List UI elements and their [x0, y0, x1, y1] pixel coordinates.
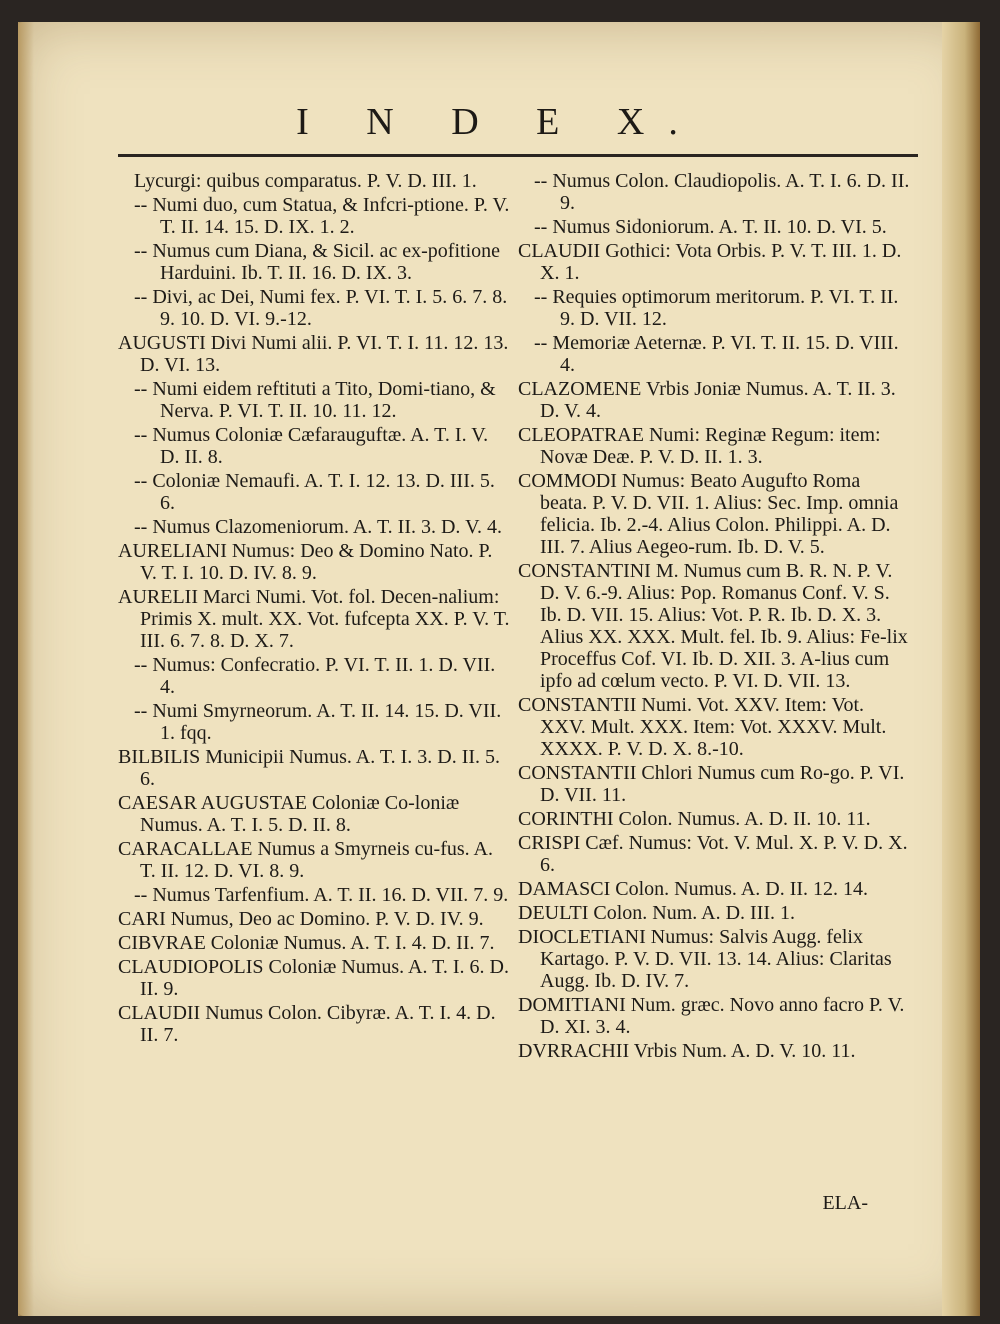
header-rule	[118, 154, 918, 157]
index-entry: AURELIANI Numus: Deo & Domino Nato. P. V. T. I. 10. D. IV. 8. 9.	[118, 540, 493, 584]
index-entry: CLAUDII Numus Colon. Cibyræ. A. T. I. 4. D. II. 7.	[118, 1002, 496, 1046]
index-entry: -- Numus cum Diana, & Sicil. ac ex-pofitione Harduini. Ib. T. II. 16. D. IX. 3.	[134, 240, 501, 284]
index-entry: CONSTANTII Chlori Numus cum Ro-go. P. VI. D. VII. 11.	[518, 762, 905, 806]
index-entry: -- Numi duo, cum Statua, & Infcri-ptione. P. V. T. II. 14. 15. D. IX. 1. 2.	[134, 194, 510, 238]
index-entry: CLEOPATRAE Numi: Reginæ Regum: item: Novæ Deæ. P. V. D. II. 1. 3.	[518, 424, 881, 468]
index-entry: CLAUDIOPOLIS Coloniæ Numus. A. T. I. 6. D. II. 9.	[118, 956, 509, 1000]
index-entry: DAMASCI Colon. Numus. A. D. II. 12. 14.	[518, 878, 869, 900]
index-entry: CRISPI Cæf. Numus: Vot. V. Mul. X. P. V. D. X. 6.	[518, 832, 908, 876]
index-entry: AURELII Marci Numi. Vot. fol. Decen-nalium: Primis X. mult. XX. Vot. fufcepta XX. P. V. T. III. 6. 7. 8. D. X. 7.	[118, 586, 510, 652]
index-entry: CARACALLAE Numus a Smyrneis cu-fus. A. T. II. 12. D. VI. 8. 9.	[118, 838, 493, 882]
index-entry: -- Numus Colon. Claudiopolis. A. T. I. 6. D. II. 9.	[534, 170, 910, 214]
gutter-shadow	[18, 22, 34, 1316]
index-entry: CIBVRAE Coloniæ Numus. A. T. I. 4. D. II. 7.	[118, 932, 495, 954]
index-entry: CARI Numus, Deo ac Domino. P. V. D. IV. 9.	[118, 908, 484, 930]
index-entry: COMMODI Numus: Beato Augufto Roma beata. P. V. D. VII. 1. Alius: Sec. Imp. omnia felicia. Ib. 2.-4. Alius Colon. Philippi. A. D. III. 7. Alius Aegeo-rum. Ib. D. V. 5.	[518, 470, 899, 558]
index-entry: -- Numus Sidoniorum. A. T. II. 10. D. VI. 5.	[534, 216, 887, 238]
index-entry: -- Divi, ac Dei, Numi fex. P. VI. T. I. 5. 6. 7. 8. 9. 10. D. VI. 9.-12.	[134, 286, 508, 330]
index-entry: CAESAR AUGUSTAE Coloniæ Co-loniæ Numus. A. T. I. 5. D. II. 8.	[118, 792, 460, 836]
page-title: I N D E X.	[296, 101, 702, 143]
right-column	[518, 170, 910, 1064]
index-entry: CORINTHI Colon. Numus. A. D. II. 10. 11.	[518, 808, 871, 830]
index-entry: -- Requies optimorum meritorum. P. VI. T. II. 9. D. VII. 12.	[534, 286, 899, 330]
index-entry: DEULTI Colon. Num. A. D. III. 1.	[518, 902, 796, 924]
left-column	[118, 170, 510, 1048]
index-entry: DOMITIANI Num. græc. Novo anno facro P. V. D. XI. 3. 4.	[518, 994, 905, 1038]
catchword: ELA-	[822, 1192, 868, 1214]
index-entry: Lycurgi: quibus comparatus. P. V. D. III. 1.	[134, 170, 477, 192]
index-entry: AUGUSTI Divi Numi alii. P. VI. T. I. 11. 12. 13. D. VI. 13.	[118, 332, 509, 376]
index-entry: DVRRACHII Vrbis Num. A. D. V. 10. 11.	[518, 1040, 856, 1062]
index-entry: -- Coloniæ Nemaufi. A. T. I. 12. 13. D. III. 5. 6.	[134, 470, 495, 514]
index-entry: -- Numus Tarfenfium. A. T. II. 16. D. VII. 7. 9.	[134, 884, 509, 906]
page-edge	[942, 22, 980, 1316]
index-entry: -- Numi eidem reftituti a Tito, Domi-tiano, & Nerva. P. VI. T. II. 10. 11. 12.	[134, 378, 496, 422]
book-page	[18, 22, 980, 1316]
index-entry: -- Numus Clazomeniorum. A. T. II. 3. D. V. 4.	[134, 516, 502, 538]
index-entry: DIOCLETIANI Numus: Salvis Augg. felix Kartago. P. V. D. VII. 13. 14. Alius: Claritas Augg. Ib. D. IV. 7.	[518, 926, 892, 992]
index-entry: CLAUDII Gothici: Vota Orbis. P. V. T. III. 1. D. X. 1.	[518, 240, 902, 284]
index-entry: CLAZOMENE Vrbis Joniæ Numus. A. T. II. 3. D. V. 4.	[518, 378, 896, 422]
index-entry: BILBILIS Municipii Numus. A. T. I. 3. D. II. 5. 6.	[118, 746, 501, 790]
index-entry: -- Numus Coloniæ Cæfarauguftæ. A. T. I. V. D. II. 8.	[134, 424, 489, 468]
index-entry: -- Numus: Confecratio. P. VI. T. II. 1. D. VII. 4.	[134, 654, 496, 698]
index-entry: CONSTANTII Numi. Vot. XXV. Item: Vot. XXV. Mult. XXX. Item: Vot. XXXV. Mult. XXXX. P. V. D. X. 8.-10.	[518, 694, 887, 760]
index-entry: -- Numi Smyrneorum. A. T. II. 14. 15. D. VII. 1. fqq.	[134, 700, 502, 744]
index-entry: CONSTANTINI M. Numus cum B. R. N. P. V. D. V. 6.-9. Alius: Pop. Romanus Conf. V. S. Ib. D. VII. 15. Alius: Vot. P. R. Ib. D. X. 3. Alius XX. XXX. Mult. fel. Ib. 9. Alius: Fe-lix Proceffus Cof. VI. Ib. D. XII. 3. A-lius cum ipfo ad cœlum vecto. P. VI. D. VII. 13.	[518, 560, 908, 692]
index-entry: -- Memoriæ Aeternæ. P. VI. T. II. 15. D. VIII. 4.	[534, 332, 899, 376]
